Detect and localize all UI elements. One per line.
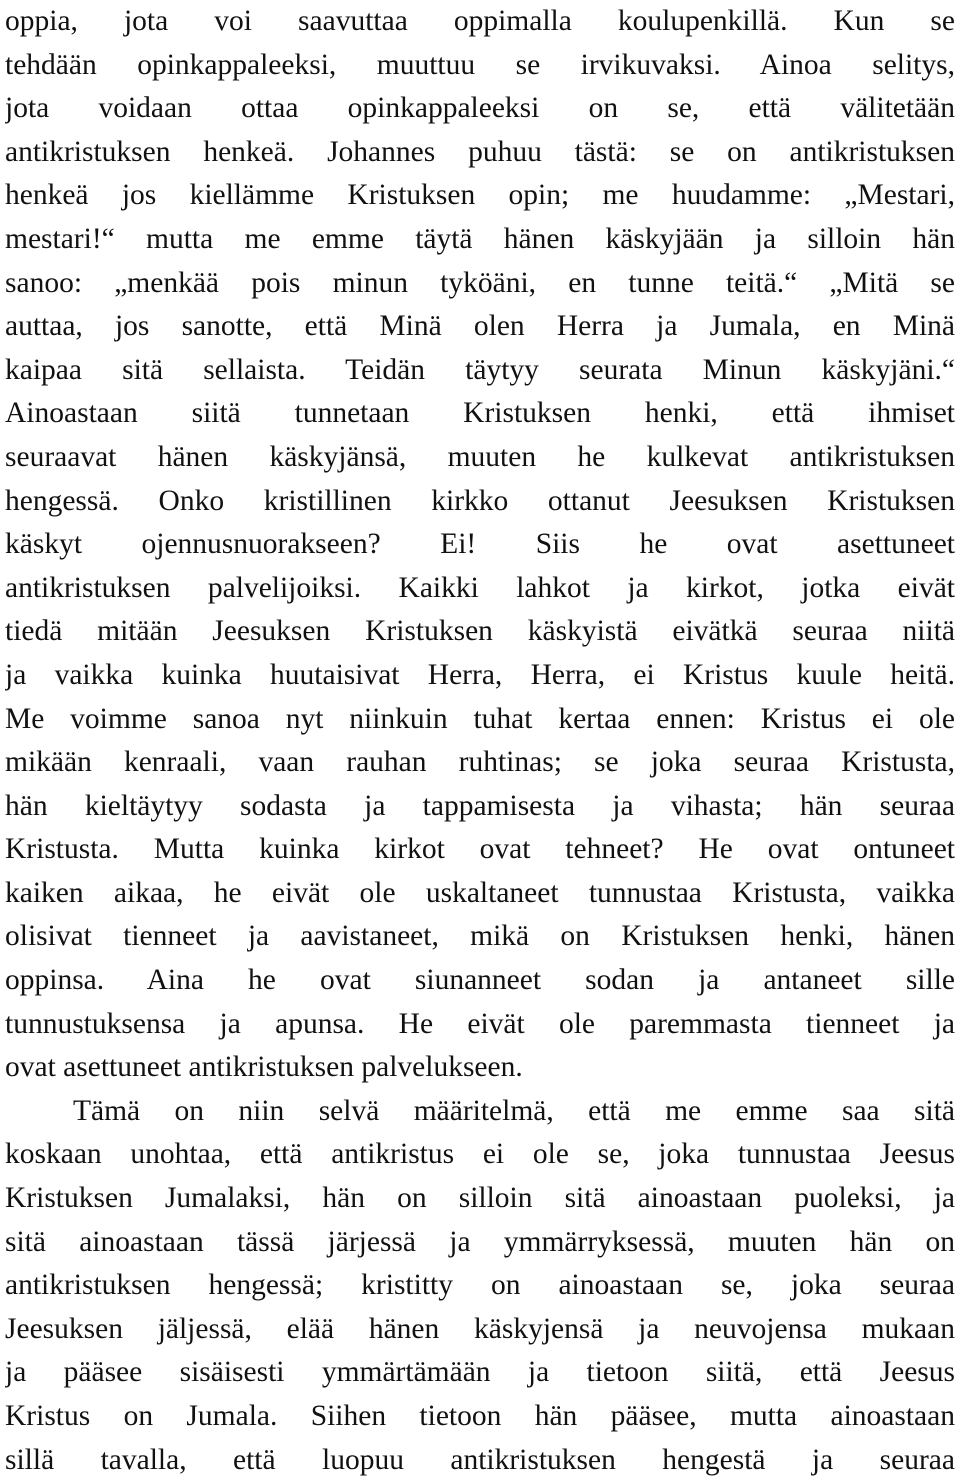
text-line: ja pääsee sisäisesti ymmärtämään ja tietoon siitä, että Jeesus <box>5 1356 955 1389</box>
text-line: Kristusta. Mutta kuinka kirkot ovat tehneet? He ovat ontuneet <box>5 833 955 866</box>
text-line: oppinsa. Aina he ovat siunanneet sodan ja antaneet sille <box>5 964 955 997</box>
text-line: mestari!“ mutta me emme täytä hänen käskyjään ja silloin hän <box>5 222 955 255</box>
text-line: Jeesuksen jäljessä, elää hänen käskyjensä ja neuvojensa mukaan <box>5 1312 955 1345</box>
text-line: kaipaa sitä sellaista. Teidän täytyy seurata Minun käskyjäni.“ <box>5 353 955 386</box>
text-line: jota voidaan ottaa opinkappaleeksi on se, että välitetään <box>5 92 955 125</box>
text-line: antikristuksen palvelijoiksi. Kaikki lahkot ja kirkot, jotka eivät <box>5 571 955 604</box>
text-line: Tämä on niin selvä määritelmä, että me emme saa sitä <box>73 1094 955 1127</box>
text-line: tiedä mitään Jeesuksen Kristuksen käskyistä eivätkä seuraa niitä <box>5 615 955 648</box>
text-line: seuraavat hänen käskyjänsä, muuten he kulkevat antikristuksen <box>5 440 955 473</box>
text-line: koskaan unohtaa, että antikristus ei ole se, joka tunnustaa Jeesus <box>5 1138 955 1171</box>
text-line: olisivat tienneet ja aavistaneet, mikä on Kristuksen henki, hänen <box>5 920 955 953</box>
text-line: ja vaikka kuinka huutaisivat Herra, Herra, ei Kristus kuule heitä. <box>5 658 955 691</box>
text-line: mikään kenraali, vaan rauhan ruhtinas; se joka seuraa Kristusta, <box>5 746 955 779</box>
text-line: kaiken aikaa, he eivät ole uskaltaneet tunnustaa Kristusta, vaikka <box>5 876 955 909</box>
text-line: antikristuksen hengessä; kristitty on ainoastaan se, joka seuraa <box>5 1269 955 1302</box>
text-line: henkeä jos kiellämme Kristuksen opin; me huudamme: „Mestari, <box>5 179 955 212</box>
text-line: hengessä. Onko kristillinen kirkko ottanut Jeesuksen Kristuksen <box>5 484 955 517</box>
text-line: antikristuksen henkeä. Johannes puhuu tästä: se on antikristuksen <box>5 135 955 168</box>
text-line: tehdään opinkappaleeksi, muuttuu se irvikuvaksi. Ainoa selitys, <box>5 48 955 81</box>
text-line: ovat asettuneet antikristuksen palvelukseen. <box>5 1051 523 1084</box>
text-line: hän kieltäytyy sodasta ja tappamisesta ja vihasta; hän seuraa <box>5 789 955 822</box>
text-line: tunnustuksensa ja apunsa. He eivät ole paremmasta tienneet ja <box>5 1007 955 1040</box>
text-line: sitä ainoastaan tässä järjessä ja ymmärryksessä, muuten hän on <box>5 1225 955 1258</box>
text-line: Ainoastaan siitä tunnetaan Kristuksen henki, että ihmiset <box>5 397 955 430</box>
paragraph-2 <box>5 1090 955 1482</box>
text-line: Me voimme sanoa nyt niinkuin tuhat kertaa ennen: Kristus ei ole <box>5 702 955 735</box>
document-page <box>5 0 955 1482</box>
text-line: Kristus on Jumala. Siihen tietoon hän pääsee, mutta ainoastaan <box>5 1400 955 1432</box>
text-line: käskyt ojennusnuorakseen? Ei! Siis he ovat asettuneet <box>5 528 955 561</box>
paragraph-1 <box>5 0 955 1090</box>
text-line: auttaa, jos sanotte, että Minä olen Herra ja Jumala, en Minä <box>5 310 955 343</box>
text-line: sanoo: „menkää pois minun tyköäni, en tunne teitä.“ „Mitä se <box>5 266 955 299</box>
text-line: sillä tavalla, että luopuu antikristuksen hengestä ja seuraa <box>5 1443 955 1476</box>
text-line: Kristuksen Jumalaksi, hän on silloin sitä ainoastaan puoleksi, ja <box>5 1182 955 1215</box>
text-line: oppia, jota voi saavuttaa oppimalla koulupenkillä. Kun se <box>5 5 955 37</box>
